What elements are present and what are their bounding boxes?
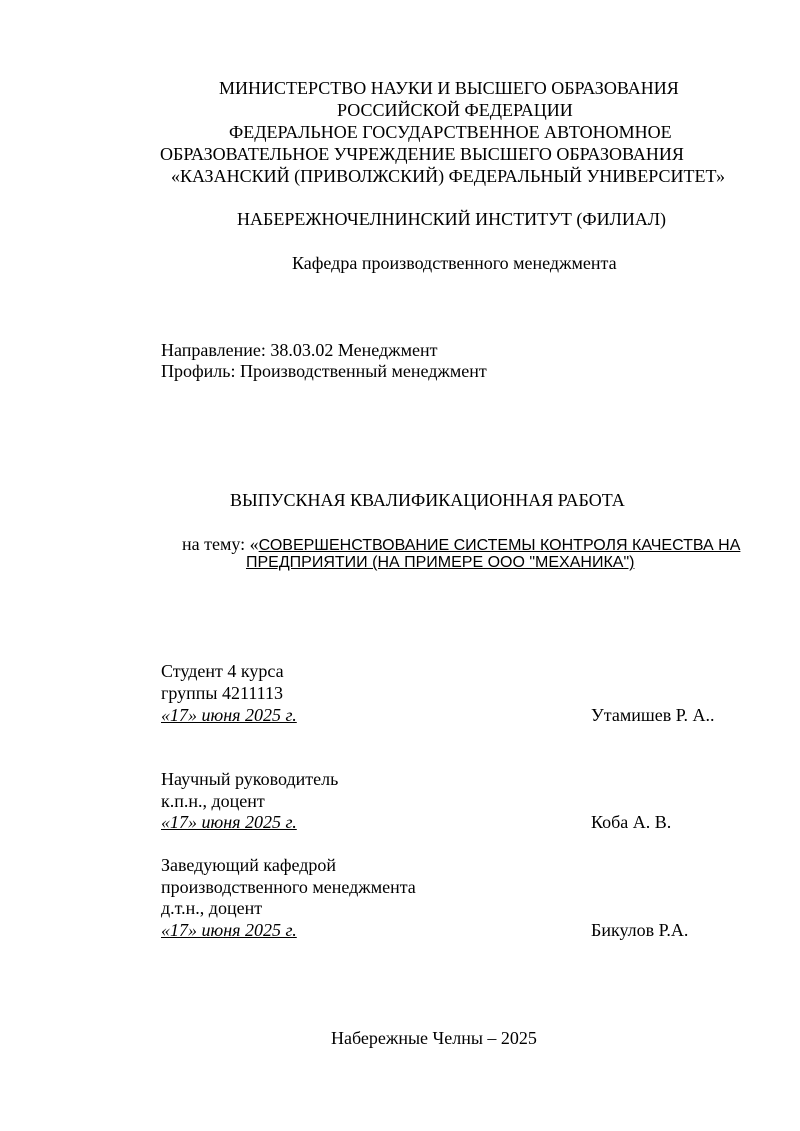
- ministry-line-2: РОССИЙСКОЙ ФЕДЕРАЦИИ: [337, 100, 573, 120]
- supervisor-date: «17» июня 2025 г.: [161, 812, 297, 832]
- student-group: группы 4211113: [161, 683, 284, 703]
- student-course: Студент 4 курса: [161, 661, 284, 681]
- topic-title-part-1: СОВЕРШЕНСТВОВАНИЕ СИСТЕМЫ КОНТРОЛЯ КАЧЕСТВА НА: [258, 537, 741, 554]
- topic-prefix: на тему: «: [182, 534, 259, 554]
- direction-text: Направление: 38.03.02 Менеджмент: [161, 340, 438, 360]
- head-date: «17» июня 2025 г.: [161, 920, 297, 940]
- work-type: ВЫПУСКНАЯ КВАЛИФИКАЦИОННАЯ РАБОТА: [230, 490, 625, 510]
- topic-title-part-2: ПРЕДПРИЯТИИ (НА ПРИМЕРЕ ООО "МЕХАНИКА"): [246, 554, 635, 571]
- supervisor-degree: к.п.н., доцент: [161, 791, 265, 811]
- head-title: Заведующий кафедрой: [161, 855, 337, 875]
- university-name: «КАЗАНСКИЙ (ПРИВОЛЖСКИЙ) ФЕДЕРАЛЬНЫЙ УНИВЕРСИТЕТ»: [171, 166, 726, 186]
- profile-text: Профиль: Производственный менеджмент: [161, 361, 487, 381]
- head-name: Бикулов Р.А.: [591, 920, 689, 940]
- student-name: Утамишев Р. А..: [591, 705, 715, 725]
- supervisor-name: Коба А. В.: [591, 812, 672, 832]
- student-date: «17» июня 2025 г.: [161, 705, 297, 725]
- ministry-line-4: ОБРАЗОВАТЕЛЬНОЕ УЧРЕЖДЕНИЕ ВЫСШЕГО ОБРАЗОВАНИЯ: [160, 144, 684, 164]
- institute-name: НАБЕРЕЖНОЧЕЛНИНСКИЙ ИНСТИТУТ (ФИЛИАЛ): [237, 209, 667, 229]
- head-department: производственного менеджмента: [161, 877, 416, 897]
- ministry-line-3: ФЕДЕРАЛЬНОЕ ГОСУДАРСТВЕННОЕ АВТОНОМНОЕ: [229, 122, 672, 142]
- head-degree: д.т.н., доцент: [161, 898, 263, 918]
- department-name: Кафедра производственного менеджмента: [292, 253, 617, 273]
- city-year: Набережные Челны – 2025: [331, 1028, 537, 1048]
- ministry-line-1: МИНИСТЕРСТВО НАУКИ И ВЫСШЕГО ОБРАЗОВАНИЯ: [219, 78, 679, 98]
- supervisor-title: Научный руководитель: [161, 769, 339, 789]
